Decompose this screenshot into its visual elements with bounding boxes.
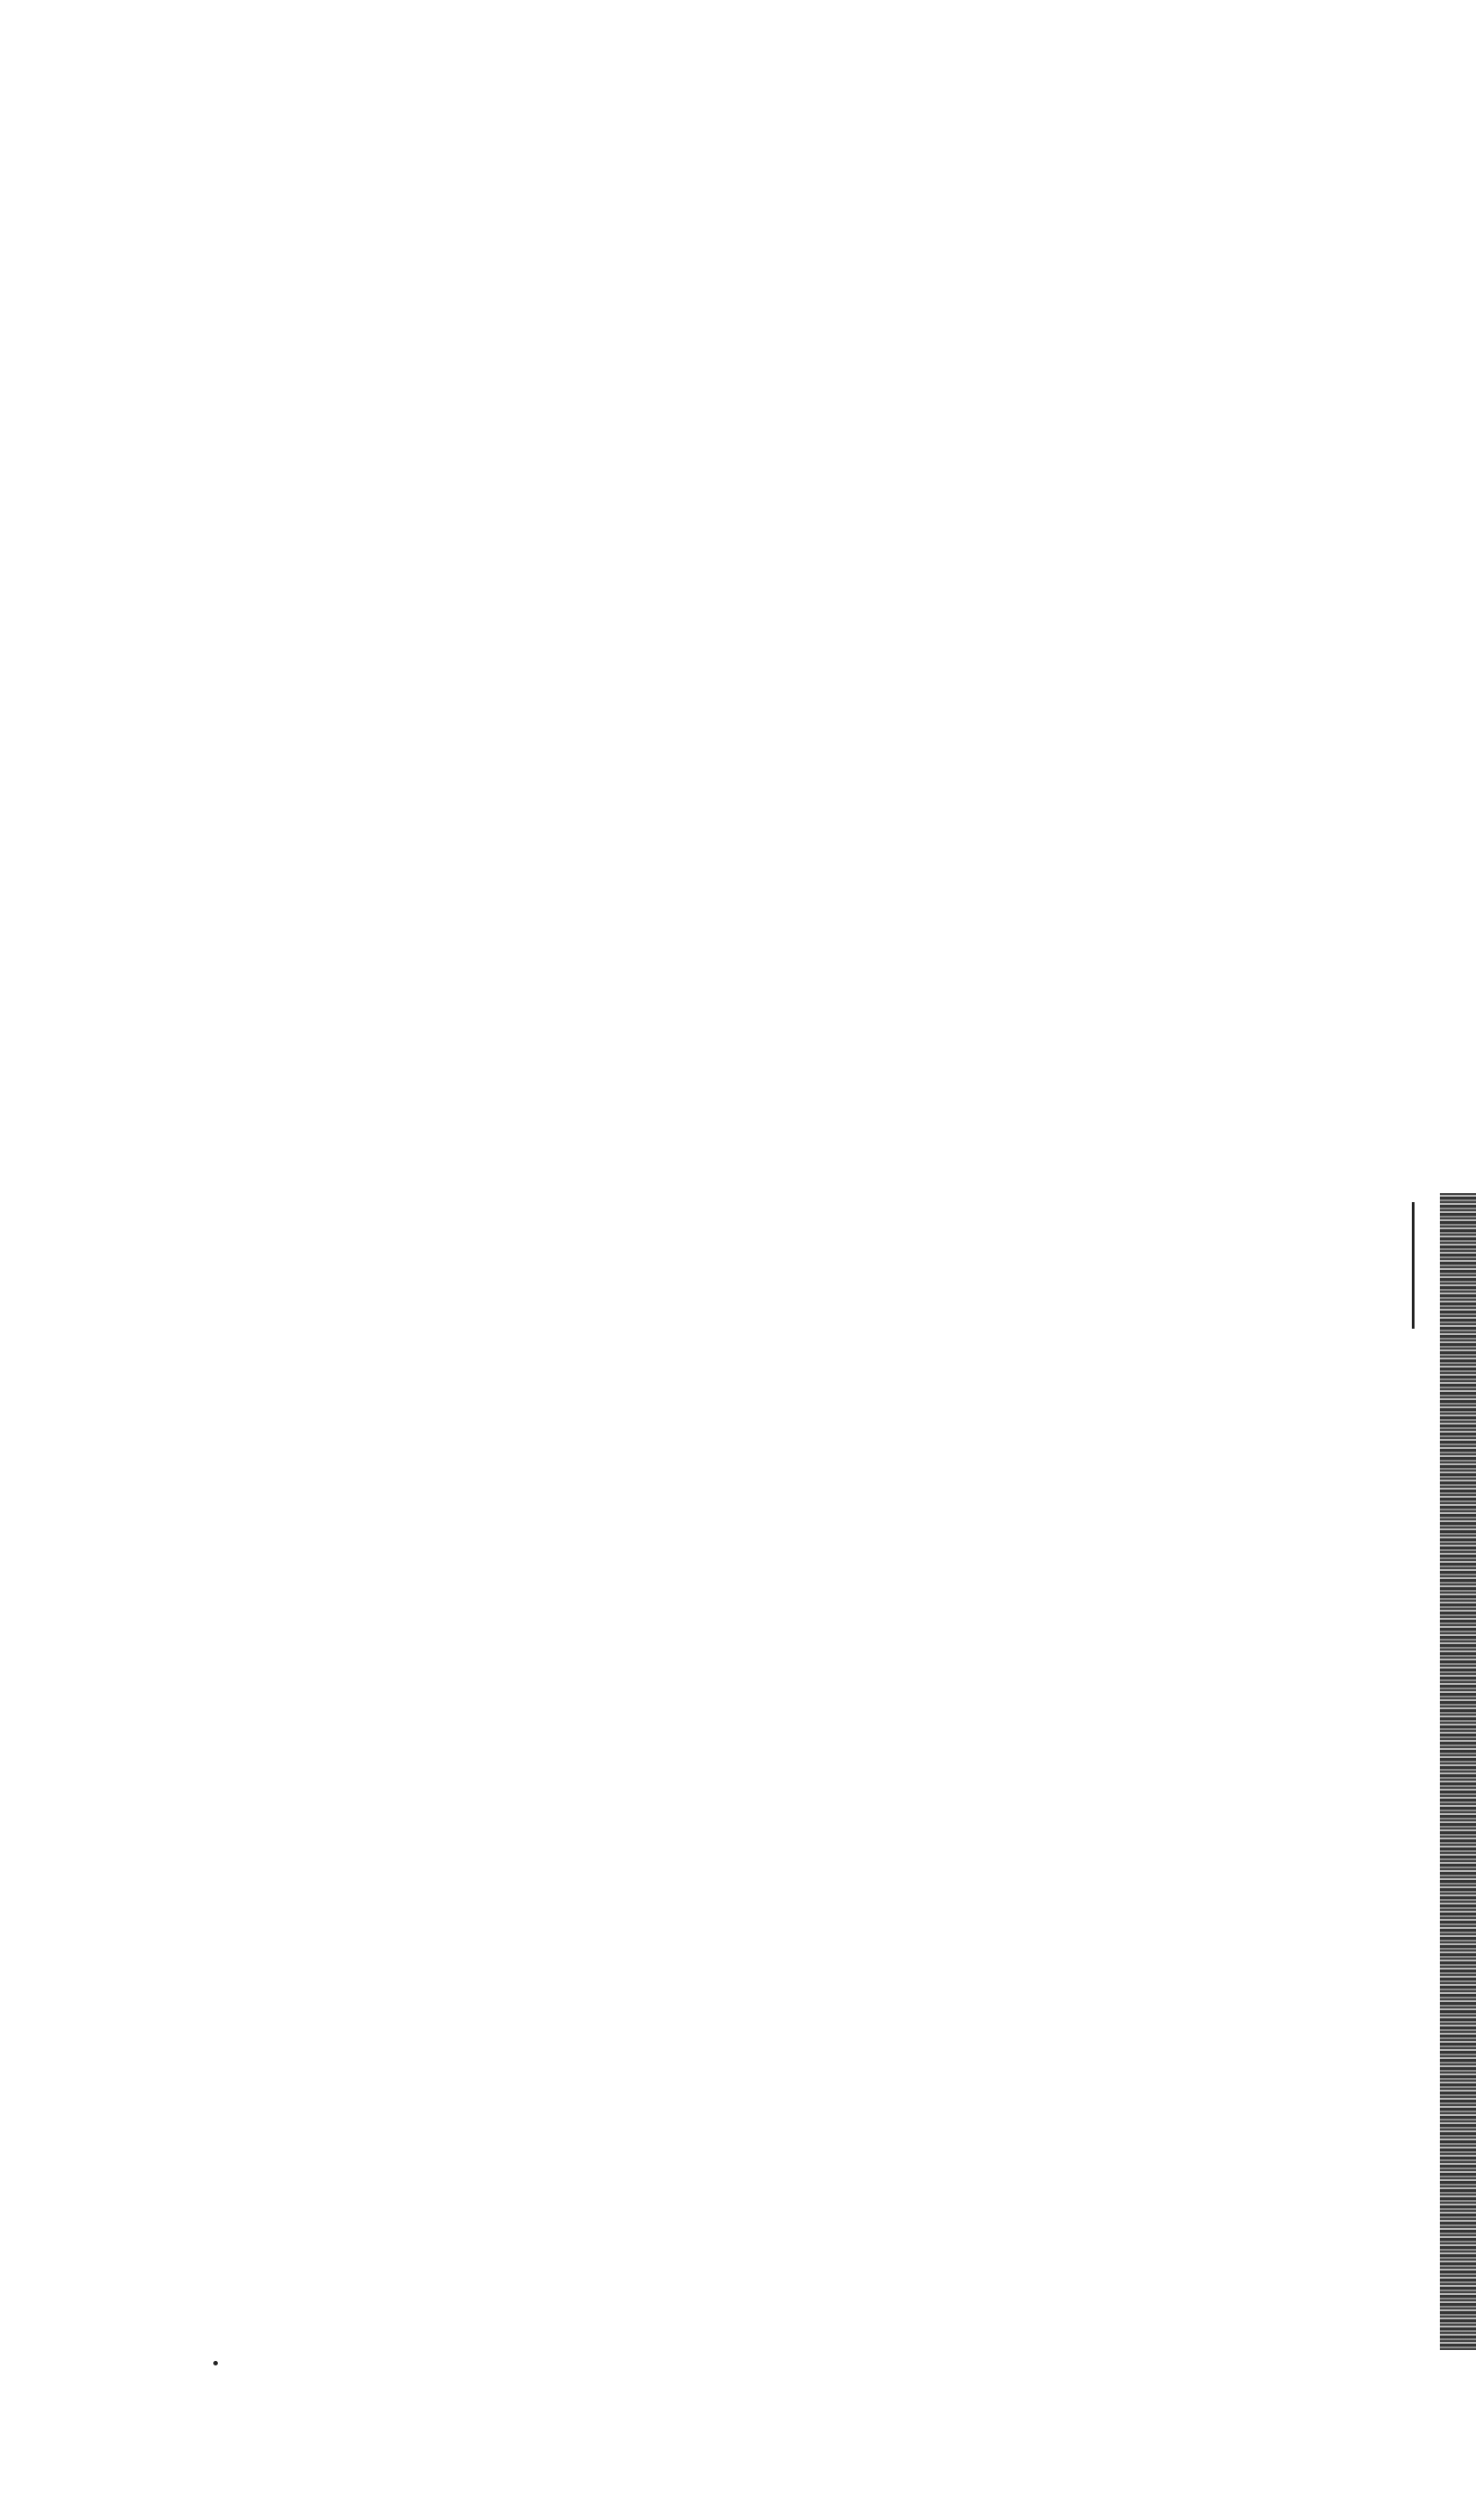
margin-rule bbox=[1412, 1202, 1415, 1329]
ink-speck bbox=[213, 2361, 218, 2365]
page-header bbox=[136, 136, 1139, 190]
scanned-page-edge bbox=[1440, 1193, 1476, 2350]
